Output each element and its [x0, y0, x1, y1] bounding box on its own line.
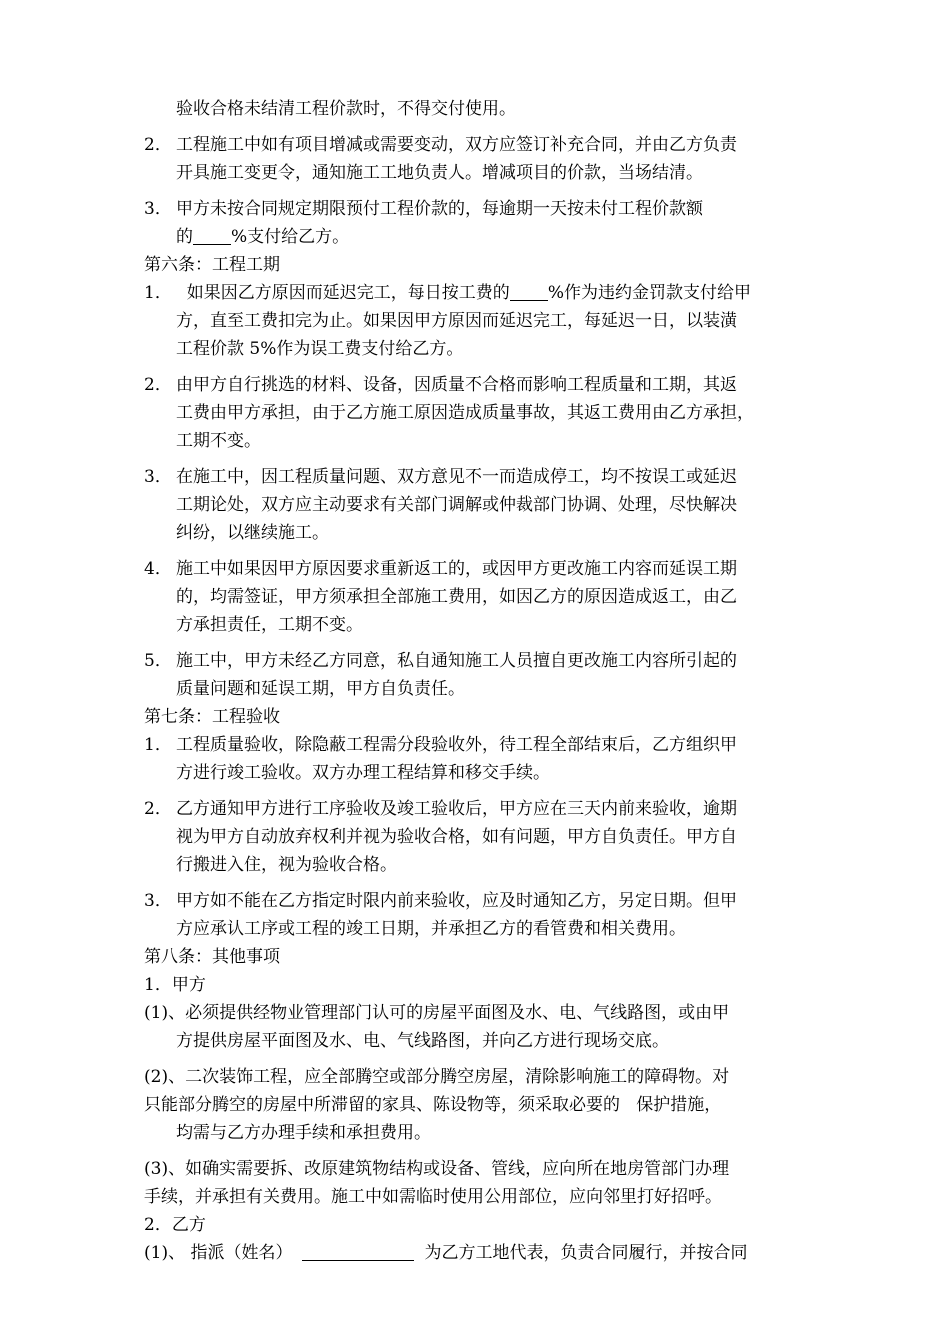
- text-line: [144, 703, 816, 731]
- list-number: 1．: [144, 735, 172, 755]
- list-number: 3．: [144, 891, 172, 911]
- text-line: [144, 971, 816, 999]
- text-line: [144, 1155, 816, 1183]
- text-line: [144, 675, 816, 703]
- text-line: [144, 1183, 816, 1211]
- text-line: [144, 647, 816, 675]
- line-text: 第八条：其他事项: [144, 947, 280, 967]
- text-line: [144, 463, 816, 491]
- text-line: [144, 1119, 816, 1147]
- line-text: 方应承认工序或工程的竣工日期，并承担乙方的看管费和相关费用。: [176, 919, 686, 939]
- text-line: [144, 159, 816, 187]
- list-number: 2．: [144, 135, 172, 155]
- text-line: [144, 1239, 816, 1267]
- text-line: [144, 427, 816, 455]
- line-text: 工费由甲方承担，由于乙方施工原因造成质量事故，其返工费用由乙方承担，: [176, 403, 754, 423]
- text-line: [144, 1063, 816, 1091]
- line-text: 方承担责任，工期不变。: [176, 615, 363, 635]
- line-text: 甲方未按合同规定期限预付工程价款的，每逾期一天按未付工程价款额: [176, 199, 703, 219]
- text-line: [144, 95, 816, 123]
- line-text: 行搬进入住，视为验收合格。: [176, 855, 397, 875]
- list-number: 4．: [144, 559, 172, 579]
- text-line: [144, 943, 816, 971]
- text-line: [144, 759, 816, 787]
- list-number: 1．: [144, 283, 172, 303]
- line-text: 质量问题和延误工期，甲方自负责任。: [176, 679, 465, 699]
- text-line: [144, 307, 816, 335]
- line-text: 工期论处，双方应主动要求有关部门调解或仲裁部门协调、处理，尽快解决: [176, 495, 737, 515]
- line-text: 工程质量验收，除隐蔽工程需分段验收外，待工程全部结束后，乙方组织甲: [176, 735, 737, 755]
- text-line: [144, 131, 816, 159]
- line-text-before-blank: (1)、 指派（姓名）: [144, 1243, 293, 1263]
- line-text-before-blank: 的: [176, 227, 193, 247]
- document-page: [144, 95, 816, 1267]
- line-text: 乙方通知甲方进行工序验收及竣工验收后，甲方应在三天内前来验收，逾期: [176, 799, 737, 819]
- text-line: [144, 1091, 816, 1119]
- text-line: [144, 583, 816, 611]
- text-line: [144, 731, 816, 759]
- line-text: 只能部分腾空的房屋中所滞留的家具、陈设物等，须采取必要的 保护措施，: [144, 1095, 722, 1115]
- line-text-after-blank: %作为违约金罚款支付给甲: [547, 283, 751, 303]
- line-text: 施工中如果因甲方原因要求重新返工的，或因甲方更改施工内容而延误工期: [176, 559, 737, 579]
- line-text: 甲方如不能在乙方指定时限内前来验收，应及时通知乙方，另定日期。但甲: [176, 891, 737, 911]
- line-text: 在施工中，因工程质量问题、双方意见不一而造成停工，均不按误工或延迟: [176, 467, 737, 487]
- line-text: 视为甲方自动放弃权利并视为验收合格，如有问题，甲方自负责任。甲方自: [176, 827, 737, 847]
- line-text: 方，直至工费扣完为止。如果因甲方原因而延迟完工，每延迟一日，以装潢: [176, 311, 737, 331]
- line-text: 由甲方自行挑选的材料、设备，因质量不合格而影响工程质量和工期，其返: [176, 375, 737, 395]
- text-line: [144, 371, 816, 399]
- text-line: [144, 915, 816, 943]
- text-line: [144, 555, 816, 583]
- line-text: 的，均需签证，甲方须承担全部施工费用，如因乙方的原因造成返工，由乙: [176, 587, 737, 607]
- fill-in-blank[interactable]: [510, 282, 548, 301]
- line-text: (1)、必须提供经物业管理部门认可的房屋平面图及水、电、气线路图，或由甲: [144, 1003, 730, 1023]
- line-text-after-blank: 为乙方工地代表，负责合同履行，并按合同: [424, 1243, 748, 1263]
- text-line: [144, 223, 816, 251]
- list-number: 3．: [144, 467, 172, 487]
- text-line: [144, 1027, 816, 1055]
- text-line: [144, 795, 816, 823]
- line-text: (3)、如确实需要拆、改原建筑物结构或设备、管线，应向所在地房管部门办理: [144, 1159, 730, 1179]
- text-line: [144, 335, 816, 363]
- line-text: 施工中，甲方未经乙方同意，私自通知施工人员擅自更改施工内容所引起的: [176, 651, 737, 671]
- line-text: 验收合格未结清工程价款时，不得交付使用。: [176, 99, 516, 119]
- text-line: [144, 887, 816, 915]
- line-text: 2．乙方: [144, 1215, 206, 1235]
- line-text: (2)、二次装饰工程，应全部腾空或部分腾空房屋，清除影响施工的障碍物。对: [144, 1067, 730, 1087]
- text-line: [144, 519, 816, 547]
- line-text: 均需与乙方办理手续和承担费用。: [176, 1123, 431, 1143]
- text-line: [144, 195, 816, 223]
- list-number: 5．: [144, 651, 172, 671]
- line-text: 方进行竣工验收。双方办理工程结算和移交手续。: [176, 763, 550, 783]
- list-number: 3．: [144, 199, 172, 219]
- text-line: [144, 851, 816, 879]
- line-text-after-blank: %支付给乙方。: [231, 227, 350, 247]
- text-line: [144, 999, 816, 1027]
- line-text: 纠纷，以继续施工。: [176, 523, 329, 543]
- text-line: [144, 251, 816, 279]
- fill-in-blank[interactable]: [302, 1242, 414, 1261]
- line-text: 工程价款 5%作为误工费支付给乙方。: [176, 339, 464, 359]
- text-line: [144, 399, 816, 427]
- text-line: [144, 491, 816, 519]
- line-text: 手续，并承担有关费用。施工中如需临时使用公用部位，应向邻里打好招呼。: [144, 1187, 722, 1207]
- list-number: 2．: [144, 799, 172, 819]
- line-text-before-blank: 如果因乙方原因而延迟完工，每日按工费的: [176, 283, 510, 303]
- text-line: [144, 823, 816, 851]
- list-number: 2．: [144, 375, 172, 395]
- fill-in-blank[interactable]: [193, 226, 231, 245]
- line-text: 方提供房屋平面图及水、电、气线路图，并向乙方进行现场交底。: [176, 1031, 669, 1051]
- line-text: 开具施工变更令，通知施工工地负责人。增减项目的价款，当场结清。: [176, 163, 703, 183]
- line-text: 第六条：工程工期: [144, 255, 280, 275]
- text-line: [144, 279, 816, 307]
- text-line: [144, 611, 816, 639]
- line-text: 第七条：工程验收: [144, 707, 280, 727]
- text-line: [144, 1211, 816, 1239]
- line-text: 工期不变。: [176, 431, 261, 451]
- line-text: 工程施工中如有项目增减或需要变动，双方应签订补充合同，并由乙方负责: [176, 135, 737, 155]
- line-text: 1．甲方: [144, 975, 206, 995]
